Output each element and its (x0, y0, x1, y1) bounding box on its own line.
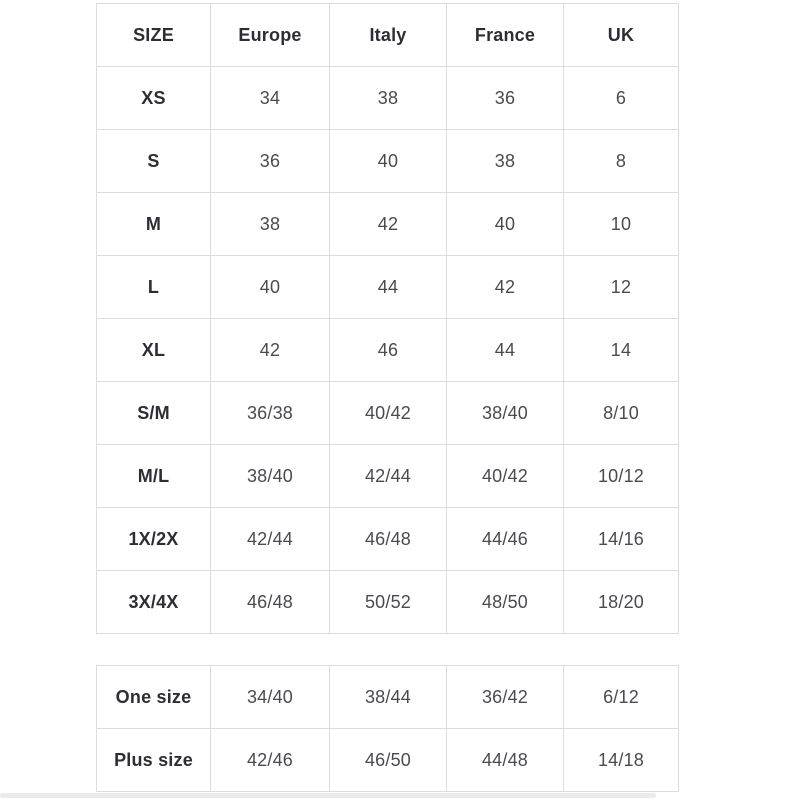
header-row (97, 4, 679, 67)
table-cell: 38 (211, 193, 330, 256)
row-label: S/M (97, 382, 211, 445)
table-cell: 42 (330, 193, 447, 256)
column-header-france: France (447, 4, 564, 67)
table-cell: 38/44 (330, 666, 447, 729)
table-cell: 34/40 (211, 666, 330, 729)
table-cell: 14/18 (564, 729, 679, 792)
table-row (97, 319, 679, 382)
row-label: XL (97, 319, 211, 382)
table-cell: 14 (564, 319, 679, 382)
table-cell: 12 (564, 256, 679, 319)
table-cell: 38/40 (447, 382, 564, 445)
table-cell: 8/10 (564, 382, 679, 445)
table-cell: 44 (447, 319, 564, 382)
column-header-size: SIZE (97, 4, 211, 67)
table-row (97, 508, 679, 571)
table-cell: 40 (447, 193, 564, 256)
table-cell: 18/20 (564, 571, 679, 634)
table-cell: 6 (564, 67, 679, 130)
table-row (97, 256, 679, 319)
table-cell: 44 (330, 256, 447, 319)
size-conversion-table (96, 3, 679, 634)
table-row (97, 445, 679, 508)
column-header-europe: Europe (211, 4, 330, 67)
table-cell: 44/48 (447, 729, 564, 792)
row-label: 1X/2X (97, 508, 211, 571)
row-label: Plus size (97, 729, 211, 792)
table-cell: 40/42 (447, 445, 564, 508)
size-table-body (97, 67, 679, 634)
table-row (97, 729, 679, 792)
table-cell: 34 (211, 67, 330, 130)
table-cell: 42/44 (330, 445, 447, 508)
onesize-plussize-table (96, 665, 679, 792)
table-cell: 36/38 (211, 382, 330, 445)
row-label: M/L (97, 445, 211, 508)
table-row (97, 67, 679, 130)
table-cell: 36 (447, 67, 564, 130)
row-label: S (97, 130, 211, 193)
table-cell: 10 (564, 193, 679, 256)
table-cell: 46/50 (330, 729, 447, 792)
horizontal-scrollbar-thumb[interactable] (0, 793, 656, 798)
row-label: L (97, 256, 211, 319)
column-header-uk: UK (564, 4, 679, 67)
table-cell: 40/42 (330, 382, 447, 445)
table-cell: 38/40 (211, 445, 330, 508)
table-cell: 14/16 (564, 508, 679, 571)
table-cell: 44/46 (447, 508, 564, 571)
table-cell: 50/52 (330, 571, 447, 634)
table-cell: 48/50 (447, 571, 564, 634)
table-cell: 42 (211, 319, 330, 382)
table-cell: 36 (211, 130, 330, 193)
row-label: 3X/4X (97, 571, 211, 634)
row-label: XS (97, 67, 211, 130)
table-row (97, 666, 679, 729)
table-cell: 10/12 (564, 445, 679, 508)
row-label: M (97, 193, 211, 256)
row-label: One size (97, 666, 211, 729)
table-row (97, 193, 679, 256)
table-cell: 46/48 (211, 571, 330, 634)
table-cell: 6/12 (564, 666, 679, 729)
table-cell: 38 (330, 67, 447, 130)
table-cell: 40 (330, 130, 447, 193)
table-row (97, 382, 679, 445)
table-cell: 8 (564, 130, 679, 193)
table-cell: 42/46 (211, 729, 330, 792)
extra-table-body (97, 666, 679, 792)
table-cell: 46/48 (330, 508, 447, 571)
table-cell: 42/44 (211, 508, 330, 571)
table-cell: 36/42 (447, 666, 564, 729)
column-header-italy: Italy (330, 4, 447, 67)
table-cell: 40 (211, 256, 330, 319)
table-cell: 42 (447, 256, 564, 319)
table-row (97, 571, 679, 634)
table-row (97, 130, 679, 193)
table-cell: 38 (447, 130, 564, 193)
table-cell: 46 (330, 319, 447, 382)
